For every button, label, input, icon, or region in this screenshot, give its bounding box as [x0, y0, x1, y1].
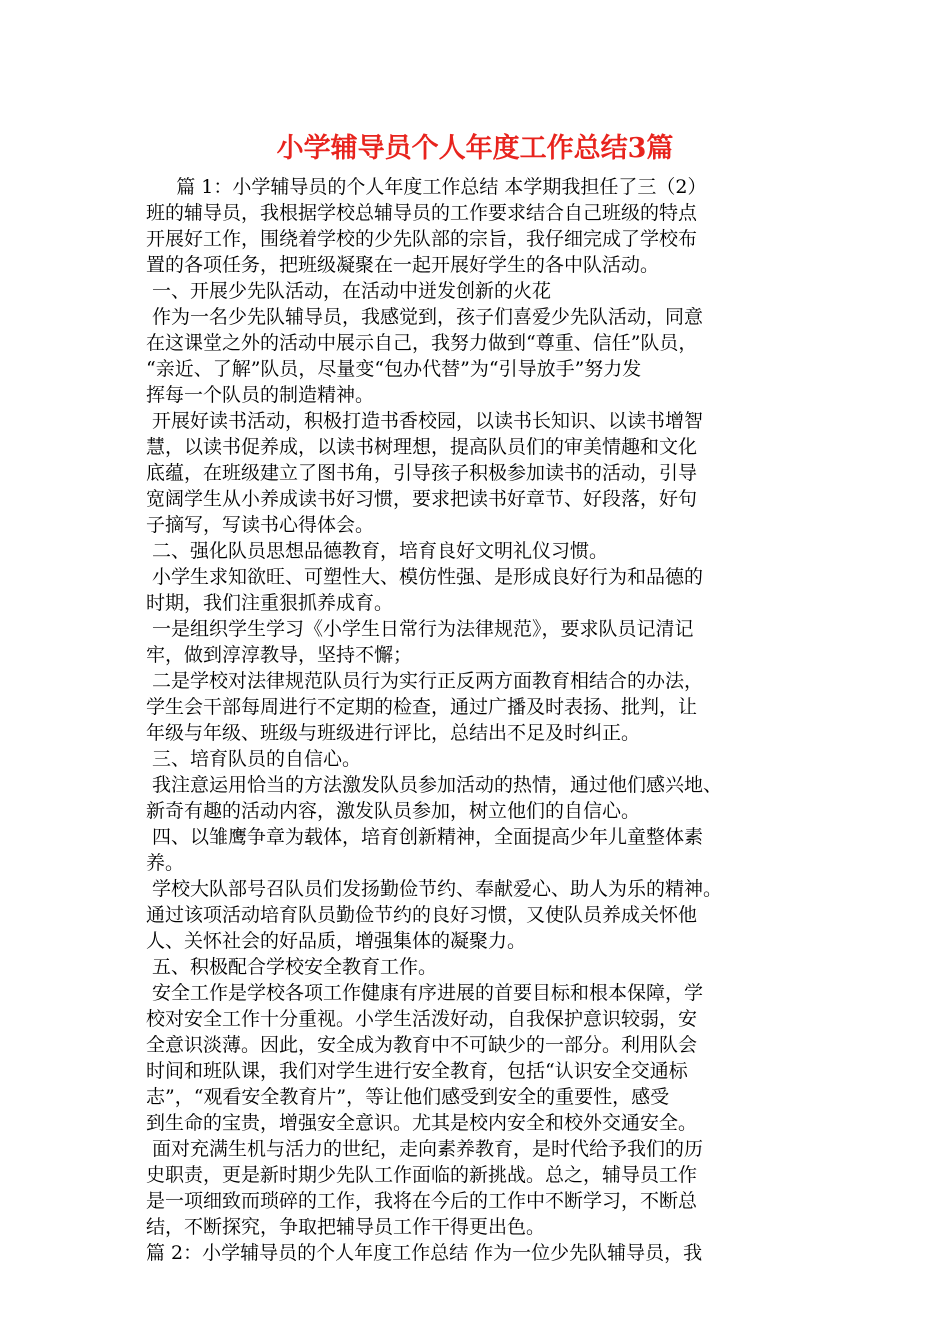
- body-line: 作为一名少先队辅导员，我感觉到，孩子们喜爱少先队活动，同意: [146, 306, 704, 328]
- body-line: 学校大队部号召队员们发扬勤俭节约、奉献爱心、助人为乐的精神。: [146, 878, 723, 900]
- body-line: 一、开展少先队活动，在活动中迸发创新的火花: [146, 280, 552, 302]
- body-line: 慧，以读书促养成，以读书树理想，提高队员们的审美情趣和文化: [146, 436, 698, 458]
- body-line: 史职责，更是新时期少先队工作面临的新挑战。总之，辅导员工作: [146, 1164, 698, 1186]
- body-line: 开展好工作，围绕着学校的少先队部的宗旨，我仔细完成了学校布: [146, 228, 698, 250]
- body-line: 养。: [146, 852, 185, 874]
- body-line: 人、关怀社会的好品质，增强集体的凝聚力。: [146, 930, 527, 952]
- body-line: 通过该项活动培育队员勤俭节约的良好习惯，又使队员养成关怀他: [146, 904, 698, 926]
- body-line: 开展好读书活动，积极打造书香校园，以读书长知识、以读书增智: [146, 410, 704, 432]
- body-line: 面对充满生机与活力的世纪，走向素养教育，是时代给予我们的历: [146, 1138, 704, 1160]
- body-line: 是一项细致而琐碎的工作，我将在今后的工作中不断学习，不断总: [146, 1190, 698, 1212]
- body-line: 全意识淡薄。因此，安全成为教育中不可缺少的一部分。利用队会: [146, 1034, 698, 1056]
- body-line: 二、强化队员思想品德教育，培育良好文明礼仪习惯。: [146, 540, 609, 562]
- body-line: 志”，“观看安全教育片”，等让他们感受到安全的重要性，感受: [146, 1086, 670, 1108]
- body-line: 时期，我们注重狠抓养成育。: [146, 592, 394, 614]
- body-line: 篇 2：小学辅导员的个人年度工作总结 作为一位少先队辅导员，我: [146, 1242, 703, 1264]
- body-line: 宽阔学生从小养成读书好习惯，要求把读书好章节、好段落，好句: [146, 488, 698, 510]
- body-line: 在这课堂之外的活动中展示自己，我努力做到“尊重、信任”队员，: [146, 332, 698, 354]
- body-line: 新奇有趣的活动内容，激发队员参加，树立他们的自信心。: [146, 800, 641, 822]
- body-line: 结，不断探究，争取把辅导员工作干得更出色。: [146, 1216, 546, 1238]
- body-line: 到生命的宝贵，增强安全意识。尤其是校内安全和校外交通安全。: [146, 1112, 698, 1134]
- body-line: 校对安全工作十分重视。小学生活泼好动，自我保护意识较弱，安: [146, 1008, 698, 1030]
- body-line: 二是学校对法律规范队员行为实行正反两方面教育相结合的办法，: [146, 670, 704, 692]
- body-line: 篇 1：小学辅导员的个人年度工作总结 本学期我担任了三（2）: [146, 176, 707, 198]
- body-line: 小学生求知欲旺、可塑性大、模仿性强、是形成良好行为和品德的: [146, 566, 704, 588]
- body-line: 学生会干部每周进行不定期的检查，通过广播及时表扬、批判，让: [146, 696, 698, 718]
- document-body: [146, 174, 821, 1266]
- document-title: 小学辅导员个人年度工作总结3篇: [276, 133, 674, 164]
- body-line: 一是组织学生学习《小学生日常行为法律规范》，要求队员记清记: [146, 618, 694, 640]
- body-line: 置的各项任务，把班级凝聚在一起开展好学生的各中队活动。: [146, 254, 660, 276]
- body-line: 五、积极配合学校安全教育工作。: [146, 956, 438, 978]
- body-line: “亲近、了解”队员，尽量变“包办代替”为“引导放手”努力发: [146, 358, 642, 380]
- body-line: 年级与年级、班级与班级进行评比，总结出不足及时纠正。: [146, 722, 641, 744]
- body-line: 牢，做到淳淳教导，坚持不懈；: [146, 644, 413, 666]
- body-line: 三、培育队员的自信心。: [146, 748, 362, 770]
- body-line: 班的辅导员，我根据学校总辅导员的工作要求结合自己班级的特点: [146, 202, 698, 224]
- body-line: 时间和班队课，我们对学生进行安全教育，包括“认识安全交通标: [146, 1060, 688, 1082]
- body-line: 四、以雏鹰争章为载体，培育创新精神，全面提高少年儿童整体素: [146, 826, 704, 848]
- body-line: 安全工作是学校各项工作健康有序进展的首要目标和根本保障，学: [146, 982, 704, 1004]
- body-line: 挥每一个队员的制造精神。: [146, 384, 375, 406]
- body-line: 我注意运用恰当的方法激发队员参加活动的热情，通过他们感兴地、: [146, 774, 723, 796]
- body-line: 子摘写，写读书心得体会。: [146, 514, 375, 536]
- body-line: 底蕴，在班级建立了图书角，引导孩子积极参加读书的活动，引导: [146, 462, 698, 484]
